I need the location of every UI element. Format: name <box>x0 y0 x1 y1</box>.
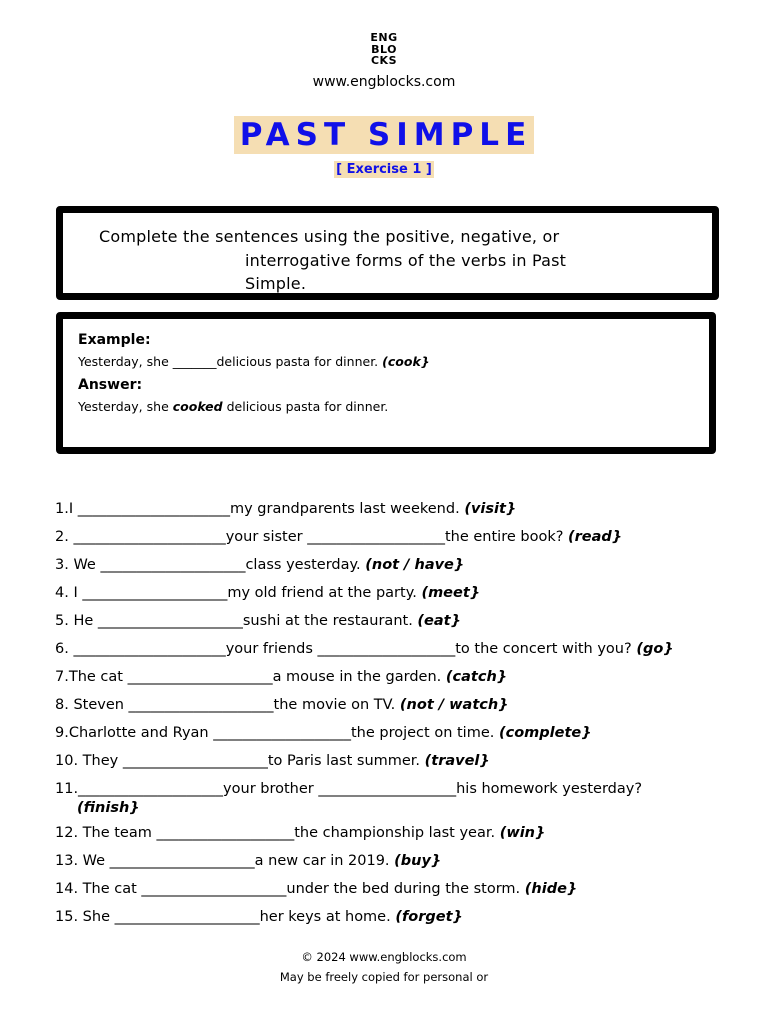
logo-line-2: BLO <box>371 42 397 56</box>
question-item <box>55 526 715 554</box>
answer-sentence <box>78 398 698 416</box>
question-text: 13. We ____________________a new car in 2019. <box>55 853 395 869</box>
example-sentence-text: Yesterday, she _______delicious pasta for dinner. <box>78 354 383 369</box>
verb-hint: (buy} <box>394 853 442 869</box>
verb-hint: (hide} <box>524 881 578 897</box>
question-item <box>55 778 715 822</box>
question-text: 8. Steven ____________________the movie on TV. <box>55 697 400 713</box>
answer-post: delicious pasta for dinner. <box>222 399 389 414</box>
question-text: 4. I ____________________my old friend at the party. <box>55 585 422 601</box>
question-text: 2. _____________________your sister ___________________the entire book? <box>55 529 569 545</box>
question-text: 1.I _____________________my grandparents last weekend. <box>55 501 465 517</box>
verb-hint: (go} <box>636 641 674 657</box>
instructions-text <box>99 225 619 296</box>
verb-hint: (not / watch} <box>399 697 509 713</box>
question-text: 12. The team ___________________the championship last year. <box>55 825 500 841</box>
question-item <box>55 722 715 750</box>
verb-hint: (complete} <box>498 725 592 741</box>
question-item <box>55 554 715 582</box>
site-url: www.engblocks.com <box>312 74 456 90</box>
question-item <box>55 878 715 906</box>
question-text: 5. He ____________________sushi at the restaurant. <box>55 613 418 629</box>
footer-note: May be freely copied for personal or <box>279 970 489 984</box>
example-hint: (cook} <box>382 354 430 369</box>
answer-verb: cooked <box>172 399 223 414</box>
question-text: 9.Charlotte and Ryan ___________________the project on time. <box>55 725 499 741</box>
question-item <box>55 498 715 526</box>
example-box <box>56 312 716 454</box>
exercise-subtitle: [ Exercise 1 ] <box>336 162 432 177</box>
question-text: 3. We ____________________class yesterday. <box>55 557 366 573</box>
instructions-line-3: Simple. <box>245 274 307 293</box>
question-text: 11.____________________your brother ___________________his homework yesterday? <box>55 781 643 797</box>
question-item <box>55 906 715 934</box>
instructions-line-2: interrogative forms of the verbs in Past <box>245 250 567 270</box>
question-item <box>55 750 715 778</box>
engblocks-logo <box>0 32 768 67</box>
verb-hint: (forget} <box>395 909 463 925</box>
question-text: 10. They ____________________to Paris last summer. <box>55 753 425 769</box>
answer-label: Answer: <box>78 377 143 393</box>
question-item <box>55 638 715 666</box>
verb-hint: (travel} <box>424 753 490 769</box>
question-item <box>55 666 715 694</box>
logo-line-3: CKS <box>370 54 398 67</box>
example-sentence <box>78 353 698 371</box>
verb-hint: (eat} <box>417 613 461 629</box>
verb-hint: (win} <box>499 825 546 841</box>
verb-hint: (finish} <box>77 800 140 816</box>
question-text: 6. _____________________your friends ___________________to the concert with you? <box>55 641 637 657</box>
page-title: PAST SIMPLE <box>234 116 535 154</box>
question-item <box>55 610 715 638</box>
verb-hint: (visit} <box>464 501 517 517</box>
logo-line-1: ENG <box>370 31 398 44</box>
verb-hint: (meet} <box>421 585 481 601</box>
question-item <box>55 850 715 878</box>
question-list <box>55 498 715 934</box>
question-text: 15. She ____________________her keys at home. <box>55 909 396 925</box>
verb-hint: (catch} <box>445 669 508 685</box>
example-label: Example: <box>78 332 151 348</box>
instructions-line-1: Complete the sentences using the positive, negative, or <box>99 227 560 246</box>
verb-hint: (not / have} <box>365 557 465 573</box>
question-text: 7.The cat ____________________a mouse in the garden. <box>55 669 446 685</box>
question-item <box>55 694 715 722</box>
answer-pre: Yesterday, she <box>78 399 173 414</box>
verb-hint: (read} <box>568 529 623 545</box>
instructions-box <box>56 206 719 300</box>
question-item <box>55 582 715 610</box>
footer-copyright: © 2024 www.engblocks.com <box>301 950 467 964</box>
question-text: 14. The cat ____________________under the bed during the storm. <box>55 881 525 897</box>
question-item <box>55 822 715 850</box>
